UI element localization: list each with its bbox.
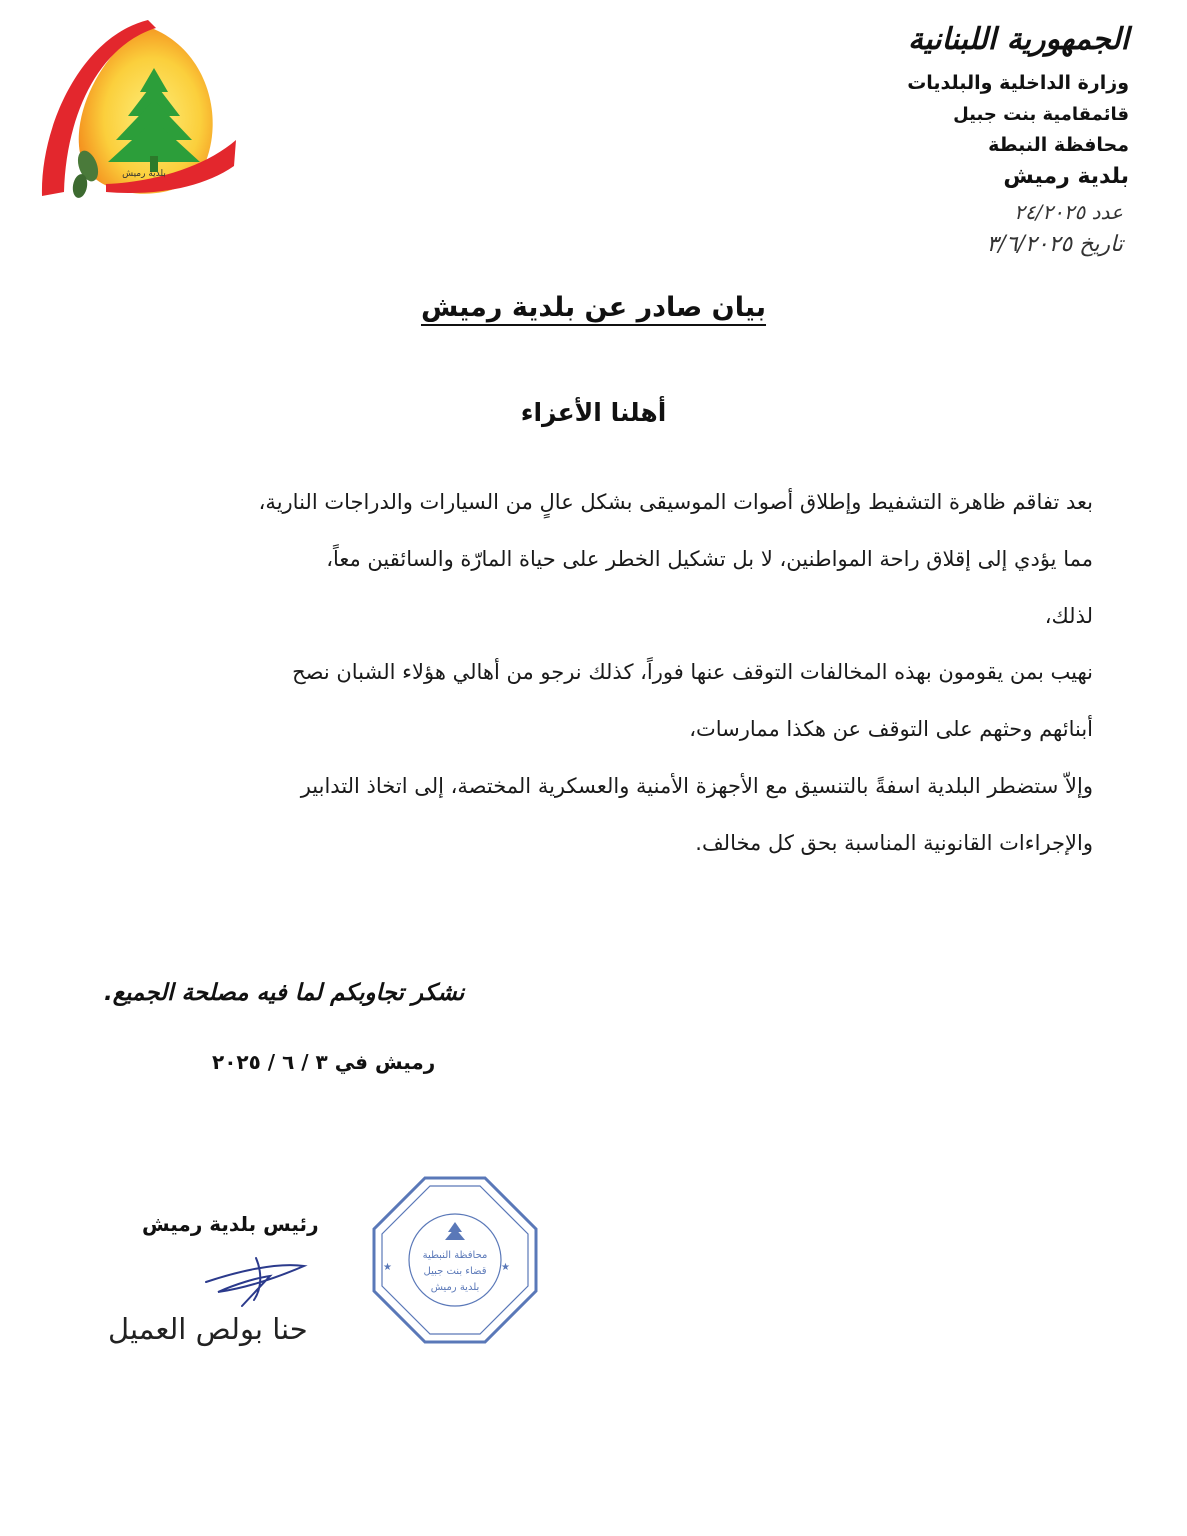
- body-line-6: وإلاّ ستضطر البلدية اسفةً بالتنسيق مع الأجهزة الأمنية والعسكرية المختصة، إلى اتخاذ التدابير: [300, 774, 1093, 798]
- svg-text:الجمهورية اللبنانية - وزارة ال: [370, 1174, 375, 1177]
- place-date-line: رميش في ٣ / ٦ / ٢٠٢٥: [212, 1050, 436, 1074]
- municipality-logo: [36, 16, 242, 206]
- cedar-tree-icon: [36, 16, 242, 206]
- governorate-line: محافظة النبطة: [988, 134, 1129, 156]
- municipality-line: بلدية رميش: [1003, 164, 1129, 189]
- ministry-line: وزارة الداخلية والبلديات: [907, 72, 1129, 94]
- stamp-center-line-3: بلدية رميش: [430, 1282, 480, 1293]
- stamp-center-line-1: محافظة النبطية: [422, 1250, 488, 1261]
- stamp-cedar-icon: [445, 1222, 465, 1240]
- thanks-line: نشكر تجاوبكم لما فيه مصلحة الجميع.: [104, 980, 465, 1006]
- signatory-title: رئيس بلدية رميش: [142, 1212, 319, 1236]
- statement-title: [0, 292, 1187, 323]
- official-stamp: [370, 1174, 540, 1346]
- body-line-5: أبنائهم وحثهم على التوقف عن هكذا ممارسات،: [689, 717, 1093, 741]
- body-line-1: بعد تفاقم ظاهرة التشفيط وإطلاق أصوات الموسيقى بشكل عالٍ من السيارات والدراجات النارية،: [258, 490, 1093, 514]
- handwritten-date: تاريخ ٣/٦/٢٠٢٥: [986, 232, 1123, 257]
- body-line-4: نهيب بمن يقومون بهذه المخالفات التوقف عنها فوراً، كذلك نرجو من أهالي هؤلاء الشبان نصح: [292, 660, 1093, 684]
- logo-ring-text: [36, 16, 43, 19]
- body-line-2: مما يؤدي إلى إقلاق راحة المواطنين، لا بل تشكيل الخطر على حياة المارّة والسائقين معاً،: [326, 547, 1093, 571]
- statement-title-text: بيان صادر عن بلدية رميش: [420, 292, 767, 323]
- signatory-name: حنا بولص العميل: [108, 1312, 308, 1346]
- republic-heading: الجمهورية اللبنانية: [907, 22, 1129, 57]
- stamp-star-right: ★: [501, 1262, 510, 1273]
- greeting: أهلنا الأعزاء: [520, 398, 667, 427]
- handwritten-signature: [196, 1248, 316, 1308]
- logo-arabic-text: بلدية رميش: [122, 169, 166, 179]
- stamp-star-left: ★: [383, 1262, 392, 1273]
- handwritten-reference-number: عدد ٢٤/٢٠٢٥: [1014, 200, 1123, 224]
- svg-text:Rmeich Municipality: [36, 16, 43, 19]
- body-line-7: والإجراءات القانونية المناسبة بحق كل مخالف.: [695, 831, 1093, 855]
- body-line-3: لذلك،: [1044, 604, 1093, 628]
- qaimaqam-line: قائمقامية بنت جبيل: [953, 104, 1129, 125]
- stamp-ring-text: [370, 1174, 375, 1177]
- stamp-center-line-2: قضاء بنت جبيل: [423, 1266, 487, 1277]
